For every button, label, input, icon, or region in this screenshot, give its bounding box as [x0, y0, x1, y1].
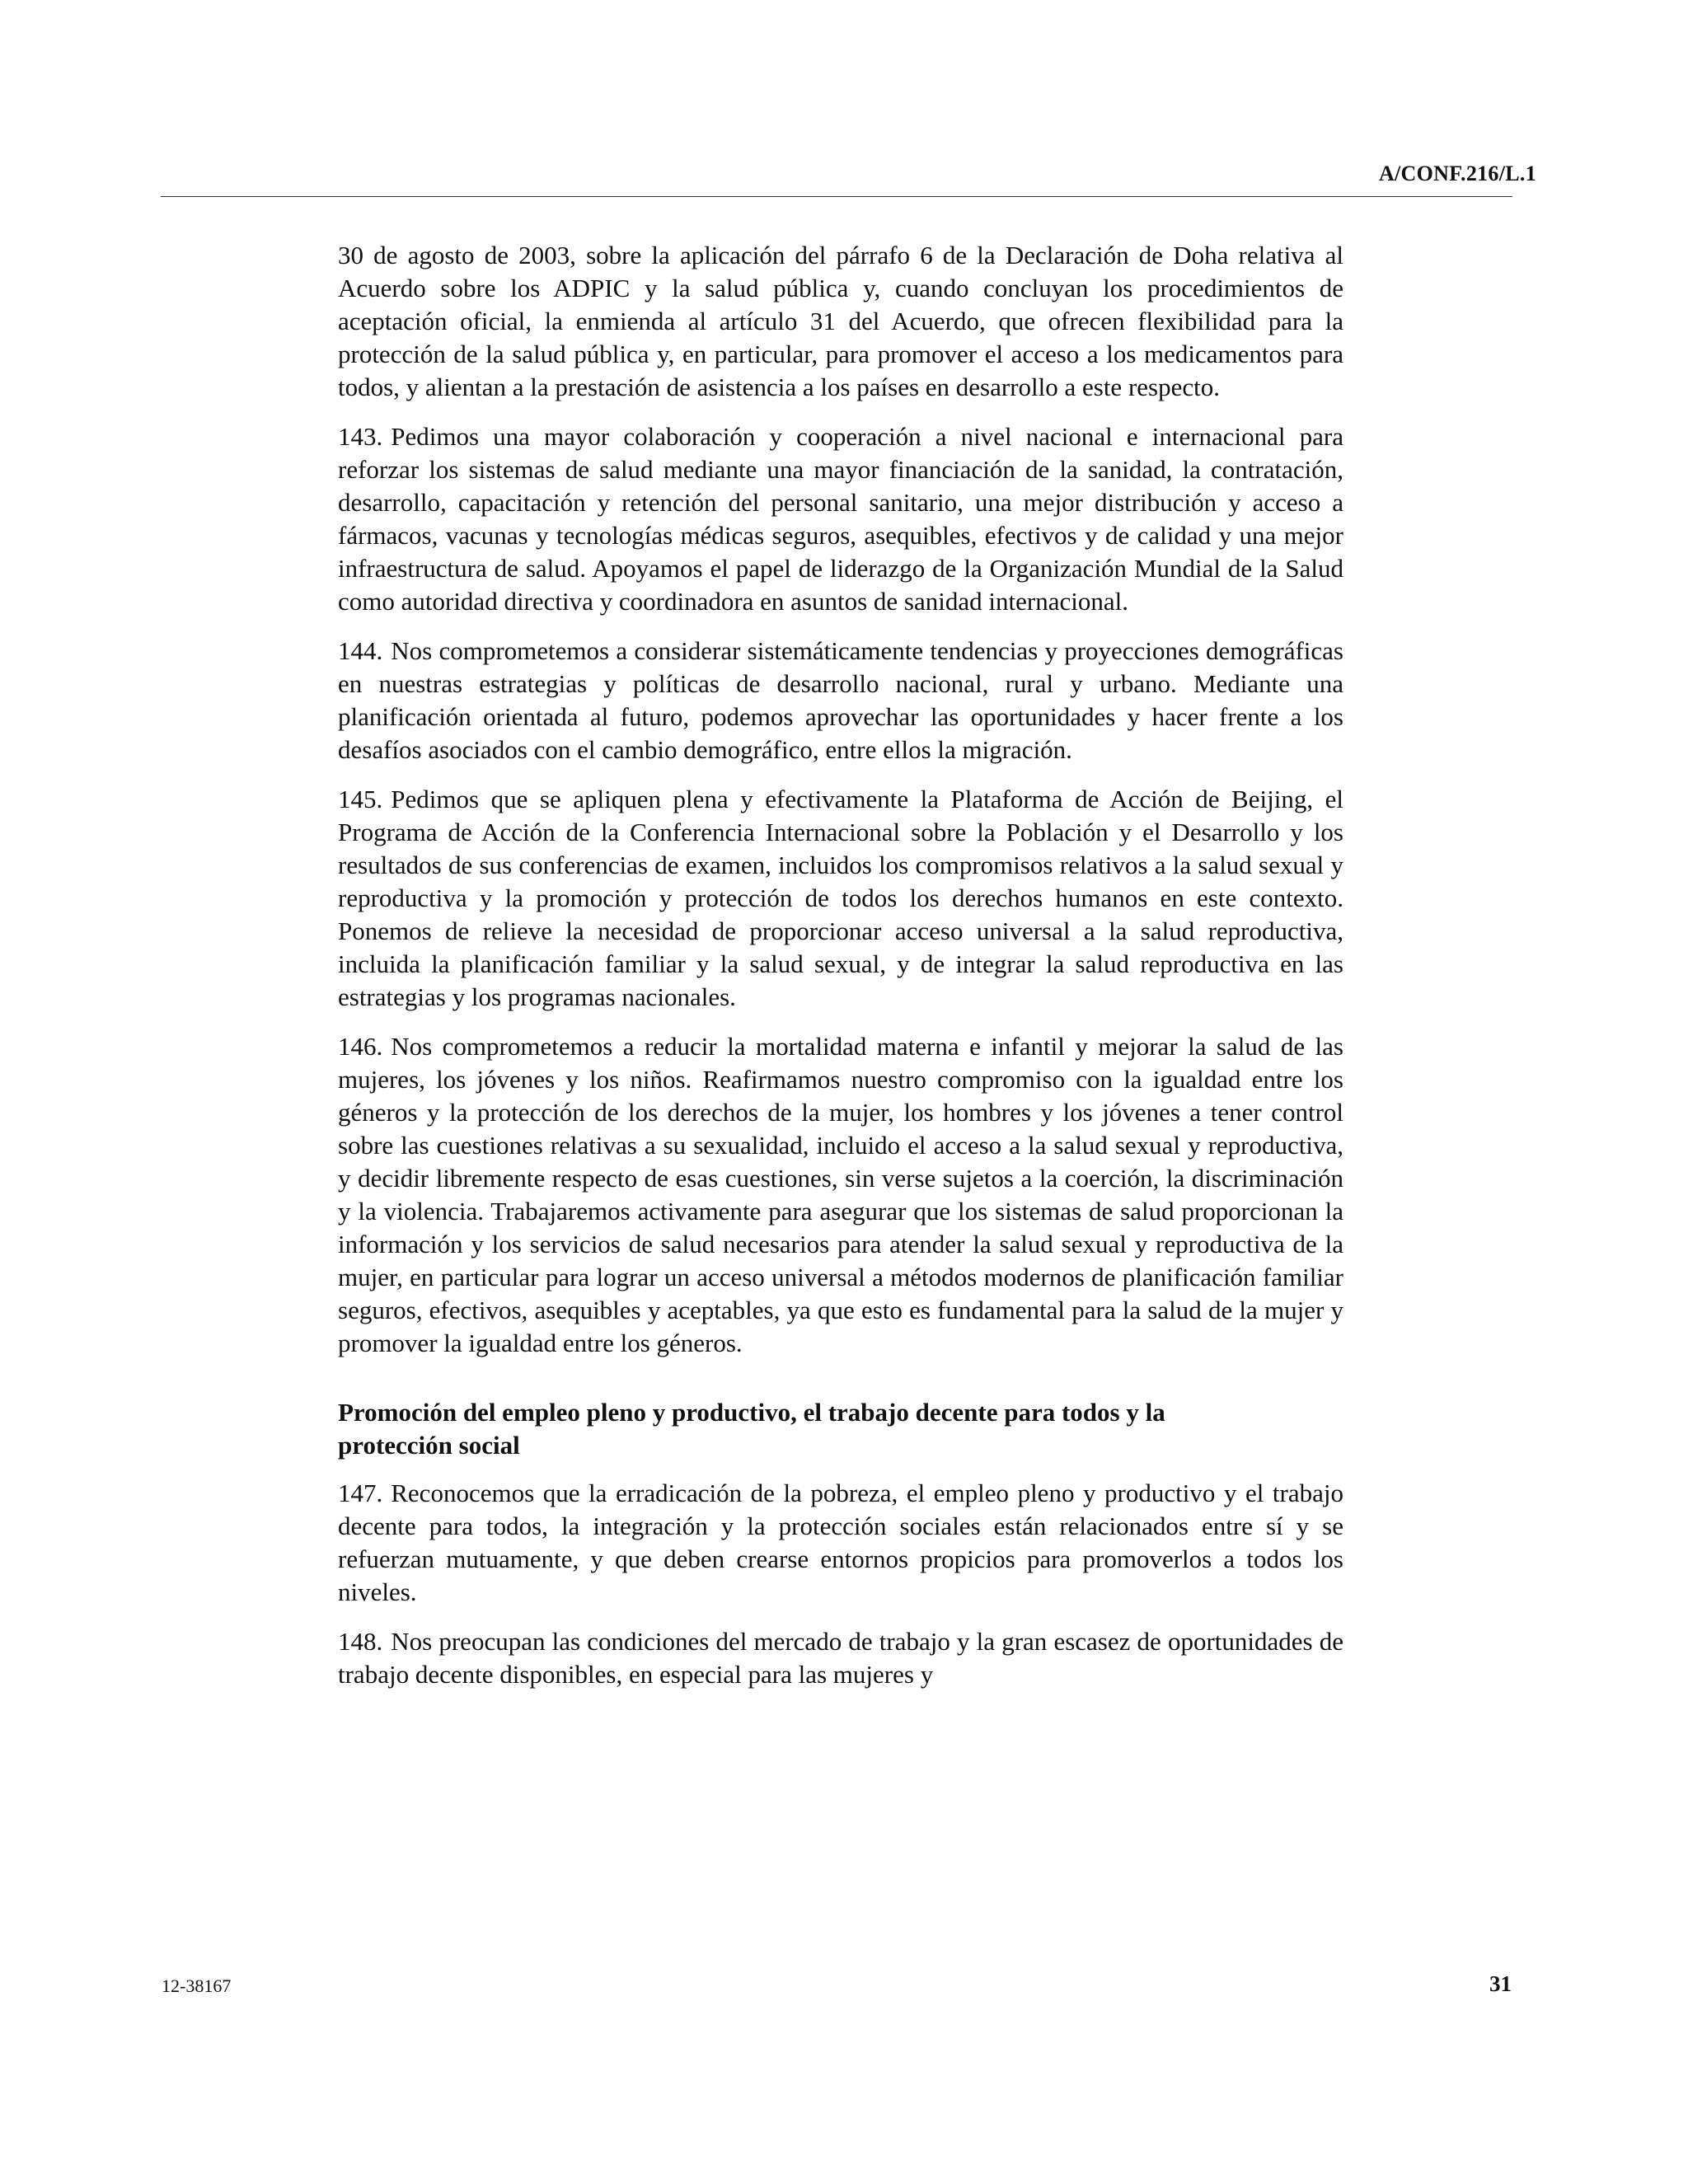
paragraph-text: Nos comprometemos a considerar sistemáticamente tendencias y proyecciones demográficas en nuestras estrategias y políticas de desarrollo nacional, rural y urbano. Mediante una planificación orientada al futuro, podemos aprovechar las oportunidades y hacer frente a los desafíos asociados con el cambio demográfico, entre ellos la migración. — [338, 636, 1343, 764]
document-code: 12-38167 — [162, 1975, 232, 1996]
paragraph-text: Pedimos que se apliquen plena y efectivamente la Plataforma de Acción de Beijing, el Programa de Acción de la Conferencia Internacional sobre la Población y el Desarrollo y los resultados de sus conferencias de examen, incluidos los compromisos relativos a la salud sexual y reproductiva y la promoción y protección de todos los derechos humanos en este contexto. Ponemos de relieve la necesidad de proporcionar acceso universal a la salud reproductiva, incluida la planificación familiar y la salud sexual, y de integrar la salud reproductiva en las estrategias y los programas nacionales. — [338, 785, 1343, 1011]
paragraph-145 — [338, 783, 1343, 1014]
paragraph-text: Pedimos una mayor colaboración y cooperación a nivel nacional e internacional para reforzar los sistemas de salud mediante una mayor financiación de la sanidad, la contratación, desarrollo, capacitación y retención del personal sanitario, una mejor distribución y acceso a fármacos, vacunas y tecnologías médicas seguros, asequibles, efectivos y de calidad y una mejor infraestructura de salud. Apoyamos el papel de liderazgo de la Organización Mundial de la Salud como autoridad directiva y coordinadora en asuntos de sanidad internacional. — [338, 422, 1343, 616]
page-number: 31 — [1489, 1971, 1512, 1996]
document-body — [338, 239, 1343, 1708]
paragraph-148 — [338, 1625, 1343, 1691]
paragraph-144 — [338, 635, 1343, 766]
header-rule — [161, 196, 1512, 197]
document-symbol: A/CONF.216/L.1 — [1378, 162, 1536, 185]
paragraph-143 — [338, 420, 1343, 618]
paragraph-continuation — [338, 239, 1343, 404]
paragraph-text: Nos comprometemos a reducir la mortalidad materna e infantil y mejorar la salud de las mujeres, los jóvenes y los niños. Reafirmamos nuestro compromiso con la igualdad entre los géneros y la protección de los derechos de la mujer, los hombres y los jóvenes a tener control sobre las cuestiones relativas a su sexualidad, incluido el acceso a la salud sexual y reproductiva, y decidir libremente respecto de esas cuestiones, sin verse sujetos a la coerción, la discriminación y la violencia. Trabajaremos activamente para asegurar que los sistemas de salud proporcionan la información y los servicios de salud necesarios para atender la salud sexual y reproductiva de la mujer, en particular para lograr un acceso universal a métodos modernos de planificación familiar seguros, efectivos, asequibles y aceptables, ya que esto es fundamental para la salud de la mujer y promover la igualdad entre los géneros. — [338, 1032, 1343, 1357]
paragraph-number: 147. — [338, 1479, 383, 1507]
paragraph-number: 146. — [338, 1032, 383, 1061]
paragraph-text: Nos preocupan las condiciones del mercado de trabajo y la gran escasez de oportunidades de trabajo decente disponibles, en especial para las mujeres y — [338, 1627, 1343, 1689]
paragraph-text: 30 de agosto de 2003, sobre la aplicación del párrafo 6 de la Declaración de Doha relativa al Acuerdo sobre los ADPIC y la salud pública y, cuando concluyan los procedimientos de aceptación oficial, la enmienda al artículo 31 del Acuerdo, que ofrecen flexibilidad para la protección de la salud pública y, en particular, para promover el acceso a los medicamentos para todos, y alientan a la prestación de asistencia a los países en desarrollo a este respecto. — [338, 241, 1343, 401]
paragraph-number: 143. — [338, 422, 383, 451]
paragraph-text: Reconocemos que la erradicación de la pobreza, el empleo pleno y productivo y el trabajo decente para todos, la integración y la protección sociales están relacionados entre sí y se refuerzan mutuamente, y que deben crearse entornos propicios para promoverlos a todos los niveles. — [338, 1479, 1343, 1606]
paragraph-number: 144. — [338, 636, 383, 665]
paragraph-146 — [338, 1030, 1343, 1360]
section-heading: Promoción del empleo pleno y productivo, el trabajo decente para todos y la protección social — [338, 1398, 1165, 1460]
paragraph-number: 148. — [338, 1627, 383, 1656]
paragraph-number: 145. — [338, 785, 383, 813]
paragraph-147 — [338, 1477, 1343, 1609]
